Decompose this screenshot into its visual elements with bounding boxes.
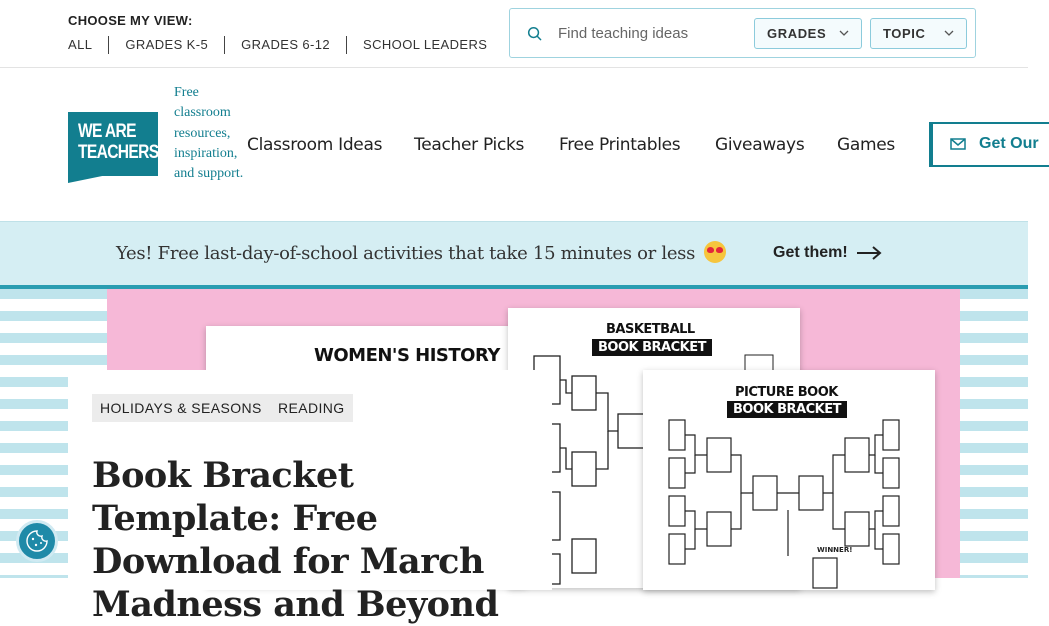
sheet-title-line-1: BASKETBALL: [606, 322, 695, 337]
article-card: [68, 370, 552, 625]
site-header: [0, 68, 1039, 221]
view-link-grades-6-12[interactable]: GRADES 6-12: [224, 36, 346, 54]
nav-games[interactable]: Games: [837, 135, 895, 155]
arrow-right-icon[interactable]: [856, 246, 882, 260]
hero-sheet-picture-book-bracket: [643, 370, 935, 590]
grades-dropdown[interactable]: [754, 18, 862, 49]
sheet-title-line-2: BOOK BRACKET: [727, 401, 847, 418]
view-switcher: [68, 36, 503, 54]
nav-classroom-ideas[interactable]: Classroom Ideas: [247, 135, 383, 155]
grades-dropdown-label: GRADES: [767, 26, 827, 41]
site-tagline: Free classroom resources, inspiration, and support.: [174, 85, 244, 182]
sheet-title-line-1: PICTURE BOOK: [735, 385, 838, 400]
logo-tail: [68, 174, 112, 183]
cookie-icon: [25, 529, 49, 553]
view-switcher-label: CHOOSE MY VIEW:: [68, 13, 193, 28]
logo-wordmark: [78, 121, 158, 163]
view-link-grades-k5[interactable]: GRADES K-5: [108, 36, 224, 54]
sheet-title: WOMEN'S HISTORY: [314, 345, 500, 366]
nav-giveaways[interactable]: Giveaways: [715, 135, 805, 155]
winner-label: WINNER!: [817, 546, 853, 554]
newsletter-cta-label: Get Our: [979, 135, 1039, 152]
search-input[interactable]: [558, 21, 748, 45]
article-tag-reading[interactable]: READING: [270, 394, 353, 422]
logo-line-2: TEACHERS: [78, 142, 159, 163]
promo-banner-message: Yes! Free last-day-of-school activities that take 15 minutes or less: [116, 243, 696, 264]
top-bar: [0, 0, 1028, 68]
promo-banner-link[interactable]: Get them!: [773, 244, 848, 261]
search-icon[interactable]: [527, 26, 542, 41]
cookie-settings-button[interactable]: [16, 520, 58, 562]
newsletter-cta-button[interactable]: [929, 122, 1049, 167]
decorative-stripes-right: [958, 289, 1028, 578]
nav-free-printables[interactable]: Free Printables: [559, 135, 681, 155]
view-link-all[interactable]: ALL: [68, 37, 93, 52]
site-logo[interactable]: [68, 112, 158, 176]
chevron-down-icon: [839, 28, 849, 38]
nav-teacher-picks[interactable]: Teacher Picks: [414, 135, 525, 155]
view-link-school-leaders[interactable]: SCHOOL LEADERS: [346, 36, 503, 54]
article-title: Book Bracket Template: Free Download for March Madness and Beyond: [92, 455, 499, 625]
logo-line-1: WE ARE: [78, 121, 136, 142]
topic-dropdown-label: TOPIC: [883, 26, 926, 41]
mail-icon: [950, 138, 966, 150]
search-bar: [509, 8, 976, 58]
promo-banner-text: [116, 241, 726, 264]
bracket-diagram: [667, 418, 917, 590]
chevron-down-icon: [944, 28, 954, 38]
article-tag-holidays-seasons[interactable]: HOLIDAYS & SEASONS: [92, 394, 270, 422]
topic-dropdown[interactable]: [870, 18, 967, 49]
sheet-title-line-2: BOOK BRACKET: [592, 339, 712, 356]
promo-banner: [0, 221, 1028, 285]
heart-eyes-emoji-icon: [704, 241, 726, 263]
